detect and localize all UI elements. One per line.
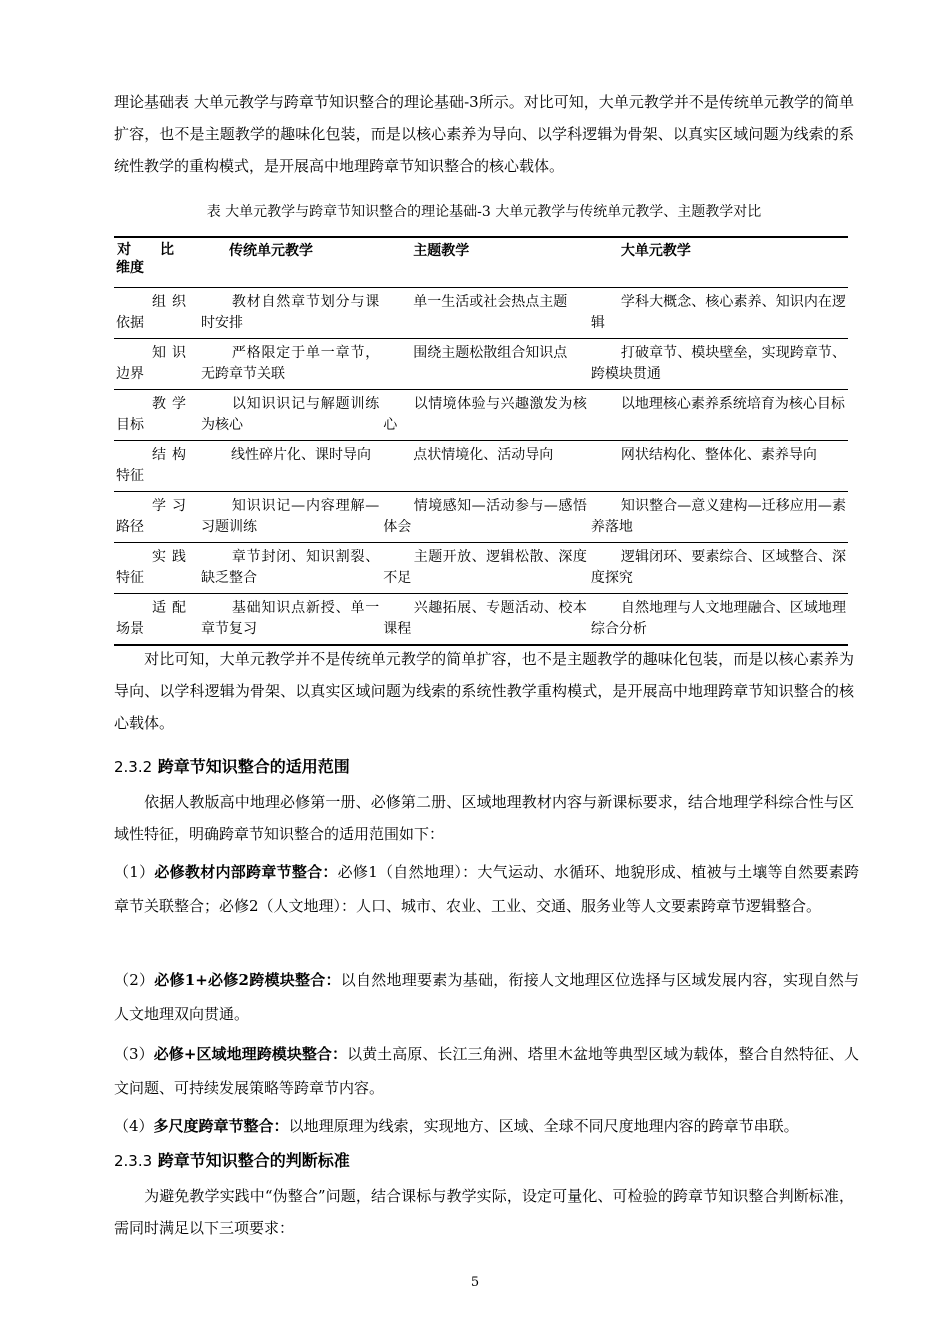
table-row: 结构特征 线性碎片化、课时导向 点状情境化、活动导向 网状结构化、整体化、素养导向 [114,441,848,492]
page-number: 5 [470,1275,480,1290]
table-caption: 表 大单元教学与跨章节知识整合的理论基础-3 大单元教学与传统单元教学、主题教学对比 [206,204,762,220]
list-item: （1）必修教材内部跨章节整合：必修1（自然地理）：大气运动、水循环、地貌形成、植被与土壤等自然要素跨章节关联整合；必修2（人文地理）：人口、城市、农业、工业、交通、服务业等人文要素跨章节逻辑整合。 [114,863,859,915]
table-row: 学习路径 知识识记—内容理解—习题训练 情境感知—活动参与—感悟体会 知识整合—意义建构—迁移应用—素养落地 [114,492,848,543]
section-2-3-2-paragraph: 依据人教版高中地理必修第一册、必修第二册、区域地理教材内容与新课标要求，结合地理学科综合性与区域性特征，明确跨章节知识整合的适用范围如下： [114,793,854,843]
after-table-paragraph: 对比可知，大单元教学并不是传统单元教学的简单扩容，也不是主题教学的趣味化包装，而是以核心素养为导向、以学科逻辑为骨架、以真实区域问题为线索的系统性教学重构模式，是开展高中地理跨章节知识整合的核心载体。 [114,650,854,732]
list-item: （2）必修1+必修2跨模块整合：以自然地理要素为基础，衔接人文地理区位选择与区域发展内容，实现自然与人文地理双向贯通。 [114,971,859,1023]
intro-paragraph: 理论基础表 大单元教学与跨章节知识整合的理论基础-3所示。对比可知，大单元教学并不是传统单元教学的简单扩容，也不是主题教学的趣味化包装，而是以核心素养为导向、以学科逻辑为骨架、以真实区域问题为线索的系统性教学的重构模式，是开展高中地理跨章节知识整合的核心载体。 [114,93,854,175]
table-row: 知识边界 严格限定于单一章节，无跨章节关联 围绕主题松散组合知识点 打破章节、模块壁垒，实现跨章节、跨模块贯通 [114,339,848,390]
table-row: 实践特征 章节封闭、知识割裂、缺乏整合 主题开放、逻辑松散、深度不足 逻辑闭环、要素综合、区域整合、深度探究 [114,543,848,594]
section-heading-2-3-3: 2.3.3 跨章节知识整合的判断标准 [114,1151,350,1170]
header-thematic: 主题教学 [381,237,589,288]
header-traditional: 传统单元教学 [199,237,381,288]
header-big-unit: 大单元教学 [589,237,848,288]
section-heading-2-3-2: 2.3.2 跨章节知识整合的适用范围 [114,757,350,776]
list-item: （4）多尺度跨章节整合：以地理原理为线索，实现地方、区域、全球不同尺度地理内容的跨章节串联。 [114,1117,799,1135]
table-header-row [114,237,848,288]
section-2-3-3-paragraph: 为避免教学实践中“伪整合”问题，结合课标与教学实际，设定可量化、可检验的跨章节知识整合判断标准，需同时满足以下三项要求： [114,1187,854,1237]
list-item: （3）必修+区域地理跨模块整合：以黄土高原、长江三角洲、塔里木盆地等典型区域为载体，整合自然特征、人文问题、可持续发展策略等跨章节内容。 [114,1045,859,1097]
table-row: 教学目标 以知识识记与解题训练为核心 以情境体验与兴趣激发为核心 以地理核心素养系统培育为核心目标 [114,390,848,441]
header-dimension: 对 比 维度 [114,237,199,288]
table-row: 适配场景 基础知识点新授、单一章节复习 兴趣拓展、专题活动、校本课程 自然地理与人文地理融合、区域地理综合分析 [114,594,848,646]
table-row: 组织依据 教材自然章节划分与课时安排 单一生活或社会热点主题 学科大概念、核心素养、知识内在逻辑 [114,288,848,339]
comparison-table [114,236,848,646]
